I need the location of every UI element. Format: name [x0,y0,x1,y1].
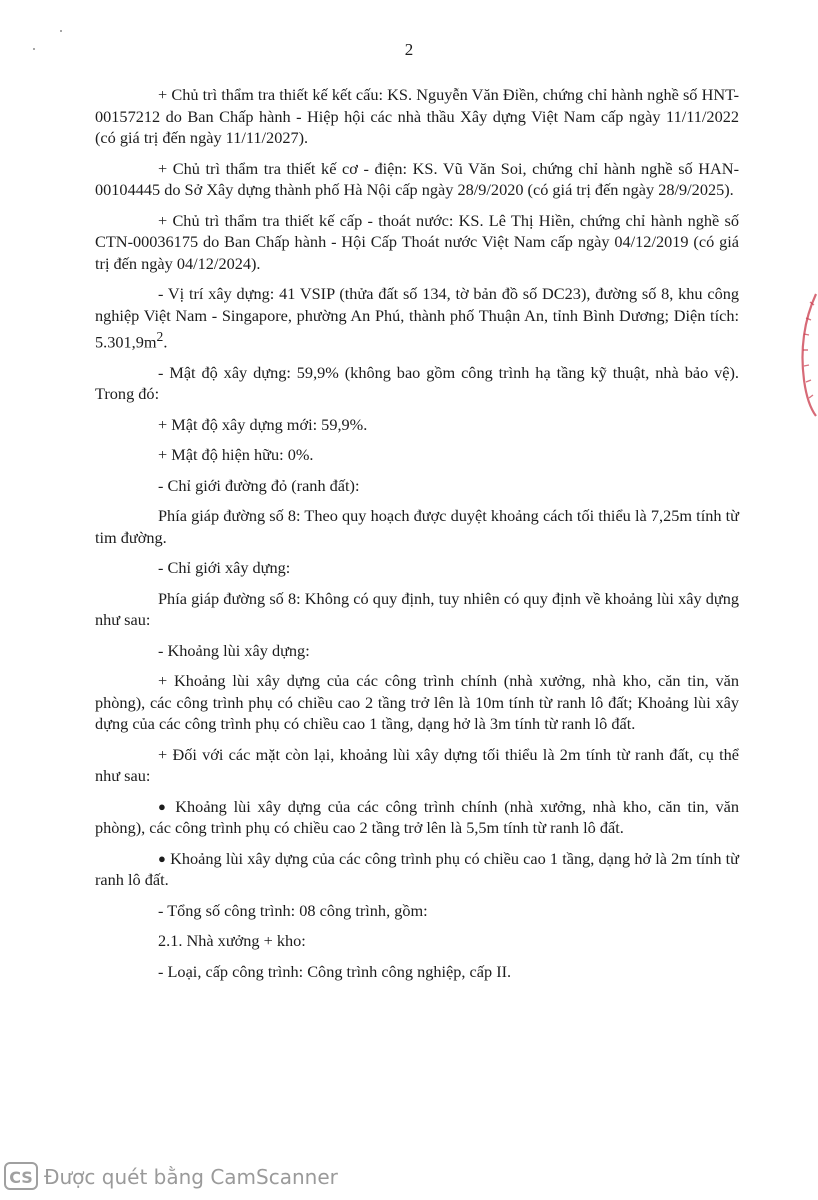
area-superscript: 2 [156,329,164,344]
scan-speck [33,48,35,50]
camscanner-watermark-text: Được quét bằng CamScanner [44,1165,338,1189]
paragraph-existing-density: + Mật độ hiện hữu: 0%. [158,445,314,465]
paragraph-density: - Mật độ xây dựng: 59,9% (không bao gồm công trình hạ tầng kỹ thuật, nhà bảo vệ). Trong đó: [95,362,739,404]
paragraph-mep-review: + Chủ trì thẩm tra thiết kế cơ - điện: KS. Vũ Văn Soi, chứng chỉ hành nghề số HAN-00104445 do Sở Xây dựng thành phố Hà Nội cấp ngày 28/9/2020 (có giá trị đến ngày 28/9/2025). [95,158,739,199]
paragraph-setback-other-sides: + Đối với các mặt còn lại, khoảng lùi xây dựng tối thiểu là 2m tính từ ranh đất, cụ thể như sau: [95,744,739,786]
document-body [95,84,739,991]
page-number: 2 [404,40,414,59]
scan-speck [60,30,62,32]
paragraph-red-line: - Chỉ giới đường đỏ (ranh đất): [158,475,360,495]
paragraph-water-review: + Chủ trì thẩm tra thiết kế cấp - thoát nước: KS. Lê Thị Hiền, chứng chỉ hành nghề số CTN-00036175 do Ban Chấp hành - Hội Cấp Thoát nước Việt Nam cấp ngày 04/12/2019 (có giá trị đến ngày 04/12/2024). [95,210,739,273]
paragraph-work-type: - Loại, cấp công trình: Công trình công nghiệp, cấp II. [158,961,512,981]
paragraph-setback-heading: - Khoảng lùi xây dựng: [158,640,310,660]
bullet-item-aux-works [95,848,739,891]
paragraph-location [95,283,739,353]
section-heading-factory: 2.1. Nhà xưởng + kho: [158,931,306,951]
paragraph-new-density: + Mật độ xây dựng mới: 59,9%. [158,414,368,434]
paragraph-total-works: - Tổng số công trình: 08 công trình, gồm: [158,900,428,920]
bullet-text: Khoảng lùi xây dựng của các công trình chính (nhà xưởng, nhà kho, căn tin, văn phòng), các công trình phụ có chiều cao 2 tầng trở lên là 5,5m tính từ ranh lô đất. [95,796,739,838]
paragraph-building-line-detail: Phía giáp đường số 8: Không có quy định, tuy nhiên có quy định về khoảng lùi xây dựng như sau: [95,588,739,630]
bullet-text: Khoảng lùi xây dựng của các công trình phụ có chiều cao 1 tầng, dạng hở là 2m tính từ ranh lô đất. [95,848,739,890]
camscanner-footer [0,1156,818,1200]
paragraph-structure-review: + Chủ trì thẩm tra thiết kế kết cấu: KS. Nguyễn Văn Điền, chứng chỉ hành nghề số HNT-00157212 do Ban Chấp hành - Hiệp hội các nhà thầu Xây dựng Việt Nam cấp ngày 11/11/2022 (có giá trị đến ngày 11/11/2027). [95,85,739,147]
paragraph-setback-main: + Khoảng lùi xây dựng của các công trình chính (nhà xưởng, nhà kho, căn tin, văn phòng), các công trình phụ có chiều cao 2 tầng trở lên là 10m tính từ ranh lô đất; Khoảng lùi xây dựng của các công trình phụ có chiều cao 1 tầng, dạng hở là 3m tính từ ranh lô đất. [95,671,739,734]
paragraph-building-line: - Chỉ giới xây dựng: [158,558,291,578]
paragraph-red-line-detail: Phía giáp đường số 8: Theo quy hoạch được duyệt khoảng cách tối thiểu là 7,25m tính từ tim đường. [95,506,739,547]
location-tail: . [163,332,168,352]
bullet-item-main-works [95,796,739,839]
red-stamp-edge [796,290,818,420]
location-text: - Vị trí xây dựng: 41 VSIP (thửa đất số 134, tờ bản đồ số DC23), đường số 8, khu công nghiệp Việt Nam - Singapore, phường An Phú, thành phố Thuận An, tỉnh Bình Dương; Diện tích: 5.301,9m [95,284,739,352]
bullet-icon: ● [158,798,169,814]
bullet-icon: ● [158,850,166,866]
camscanner-logo: CS [4,1162,38,1190]
